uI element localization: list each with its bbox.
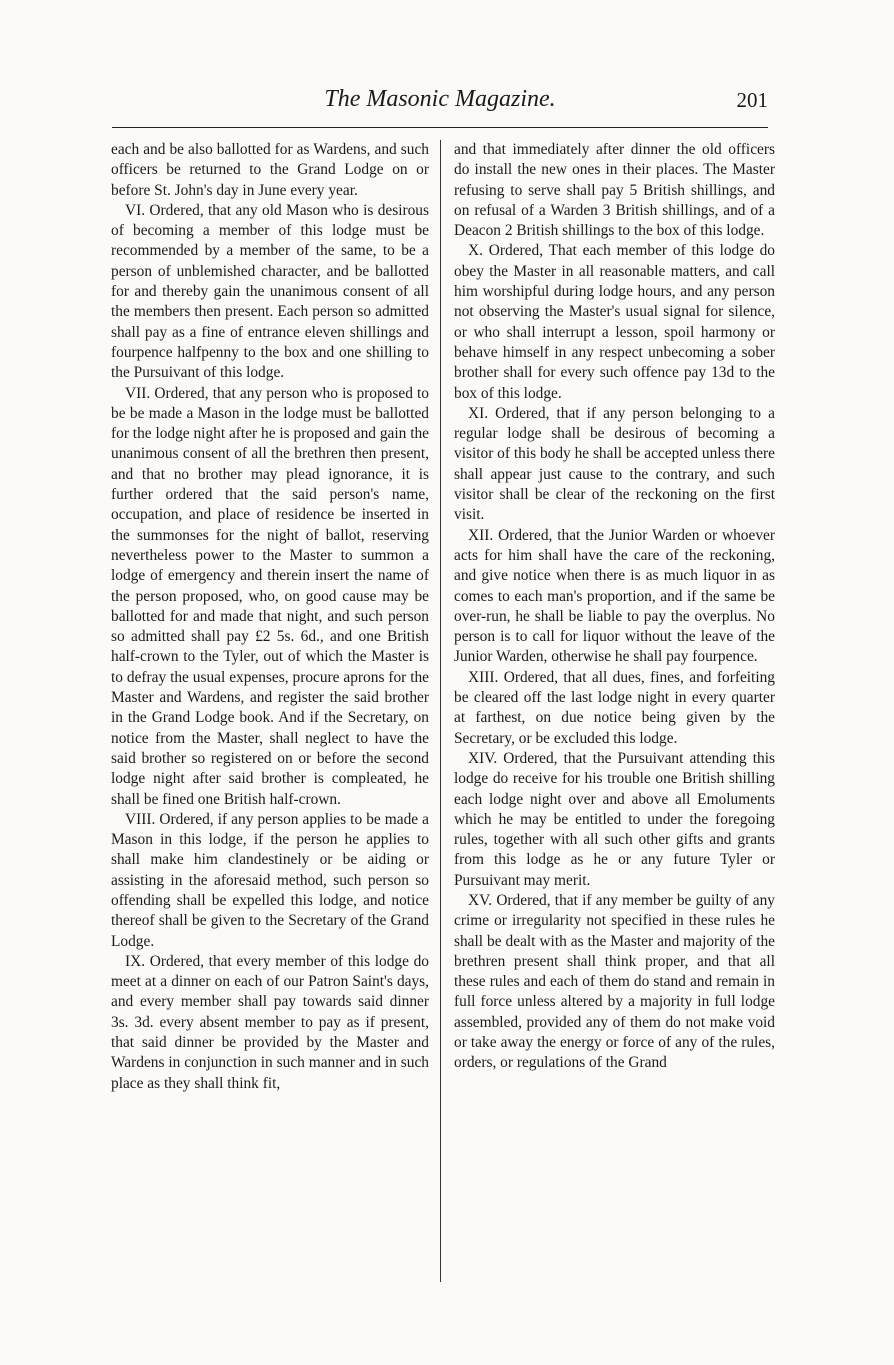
right-column — [454, 140, 775, 1074]
rule-vi: VI. Ordered, that any old Mason who is desirous of becoming a member of this lodge must be recommended by a member of the same, to be a person of unblemished character, and be ballotted for and thereby gain the unanimous consent of all the members then present. Each person so admitted shall pay as a fine of entrance eleven shillings and fourpence halfpenny to the box and one shilling to the Pursuivant of this lodge. — [111, 201, 429, 382]
rule-xi: XI. Ordered, that if any person belonging to a regular lodge shall be desirous of becoming a visitor of this body he shall be accepted unless there shall appear just cause to the contrary, and such visitor shall be clear of the reckoning on the first visit. — [454, 404, 775, 524]
rule-xiii: XIII. Ordered, that all dues, fines, and forfeiting be cleared off the last lodge night in every quarter at farthest, on due notice being given by the Secretary, or be excluded this lodge. — [454, 668, 775, 747]
running-title: The Masonic Magazine. — [324, 86, 556, 112]
rule-xv: XV. Ordered, that if any member be guilty of any crime or irregularity not specified in these rules he shall be dealt with as the Master and majority of the brethren present shall think proper, and that all these rules and each of them do stand and remain in full force unless altered by a majority in full lodge assembled, provided any of them do not make void or take away the energy or force of any of the rules, orders, or regulations of the Grand — [454, 891, 775, 1072]
column-divider — [440, 140, 441, 1282]
rule-vii: VII. Ordered, that any person who is proposed to be be made a Mason in the lodge must be ballotted for the lodge night after he is proposed and gain the unanimous consent of all the brethren then present, and that no brother may plead ignorance, it is further ordered that the said person's name, occupation, and place of residence be inserted in the summonses for the night of ballot, reserving nevertheless power to the Master to summon a lodge of emergency and therein insert the name of the person proposed, who, on good cause may be ballotted for and made that night, and such person so admitted shall pay £2 5s. 6d., and one British half-crown to the Tyler, out of which the Master is to defray the usual expenses, procure aprons for the Master and Wardens, and register the said brother in the Grand Lodge book. And if the Secretary, on notice from the Master, shall neglect to have the said brother so registered on or before the second lodge night after said brother is compleated, he shall be fined one British half-crown. — [111, 384, 429, 808]
page-number: 201 — [736, 88, 768, 112]
rule-ix: IX. Ordered, that every member of this lodge do meet at a dinner on each of our Patron Saint's days, and every member shall pay towards said dinner 3s. 3d. every absent member to pay as if present, that said dinner be provided by the Master and Wardens in conjunction in such manner and in such place as they shall think fit, — [111, 952, 429, 1092]
rule-ix-continuation: and that immediately after dinner the old officers do install the new ones in their places. The Master refusing to serve shall pay 5 British shillings, and on refusal of a Warden 3 British shillings, and of a Deacon 2 British shillings to the box of this lodge. — [454, 141, 775, 240]
left-column — [111, 140, 429, 1094]
paragraph-continuation: each and be also ballotted for as Wardens, and such officers be returned to the Grand Lodge on or before St. John's day in June every year. — [111, 141, 429, 199]
page-header — [112, 82, 768, 122]
header-rule — [112, 127, 768, 128]
rule-viii: VIII. Ordered, if any person applies to be made a Mason in this lodge, if the person he applies to shall make him clandestinely or be aiding or assisting in the aforesaid method, such person so offending shall be expelled this lodge, and notice thereof shall be given to the Secretary of the Grand Lodge. — [111, 810, 429, 950]
rule-xii: XII. Ordered, that the Junior Warden or whoever acts for him shall have the care of the reckoning, and give notice when there is as much liquor in as comes to each man's proportion, and if the same be over-run, he shall be liable to pay the overplus. No person is to call for liquor without the leave of the Junior Warden, otherwise he shall pay fourpence. — [454, 526, 775, 666]
rule-xiv: XIV. Ordered, that the Pursuivant attending this lodge do receive for his trouble one British shilling each lodge night over and above all Emoluments which he may be entitled to under the foregoing rules, together with all such other gifts and grants from this lodge as he or any future Tyler or Pursuivant may merit. — [454, 749, 775, 889]
rule-x: X. Ordered, That each member of this lodge do obey the Master in all reasonable matters, and call him worshipful during lodge hours, and any person not observing the Master's usual signal for silence, or who shall interrupt a lesson, spoil harmony or behave himself in any respect unbecoming a sober brother shall for every such offence pay 13d to the box of this lodge. — [454, 242, 775, 402]
